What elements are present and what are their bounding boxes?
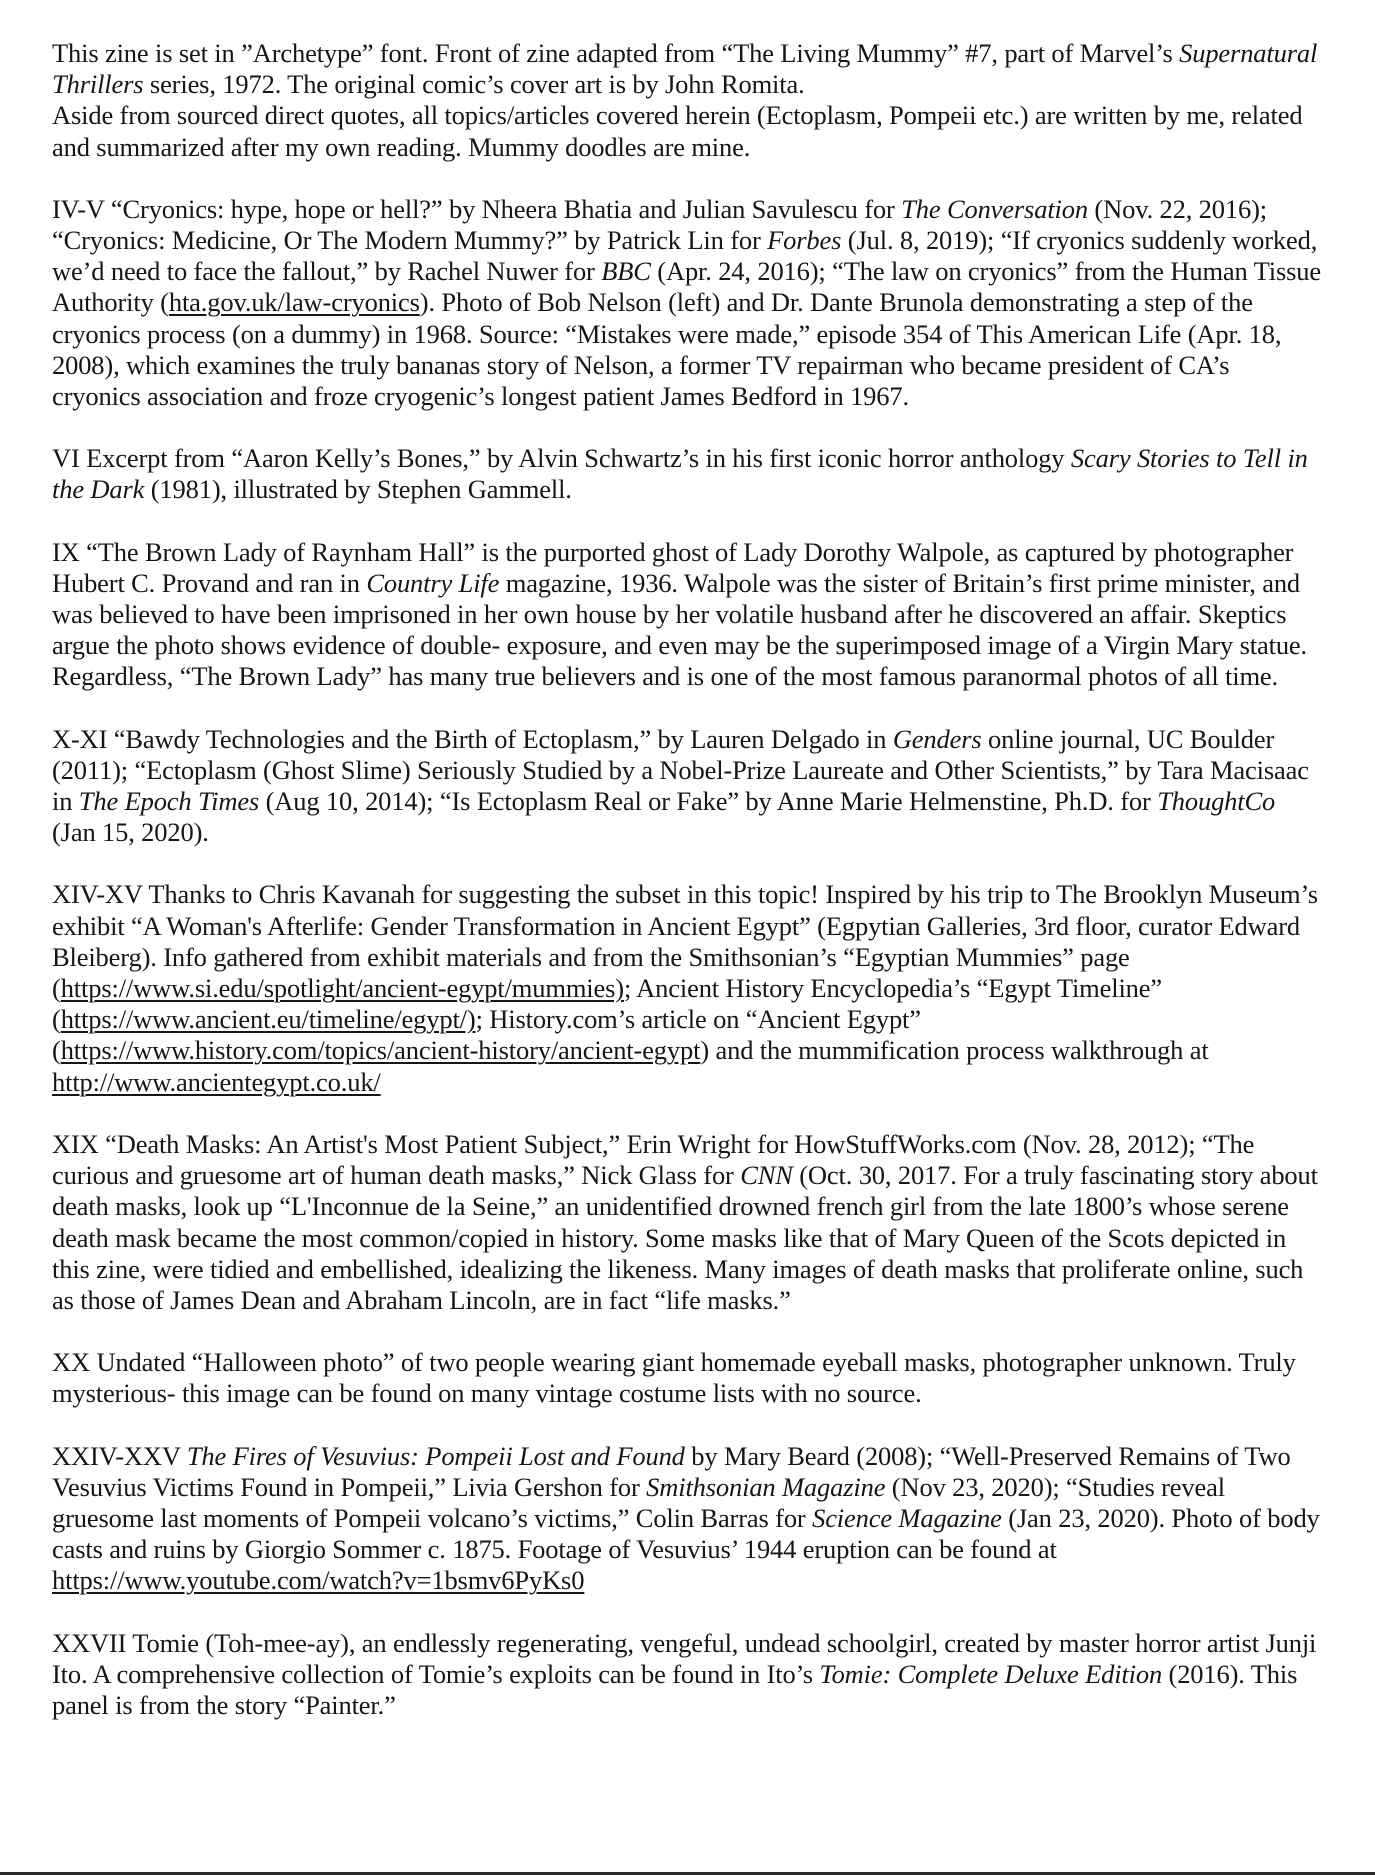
body-text: Aside from sourced direct quotes, all topics/articles covered herein (Ectoplasm, Pompeii etc.) are written by me, related and summarized after my own reading. Mummy doodles are mine. [52, 100, 1303, 162]
credit-paragraph-xix [52, 1129, 1322, 1316]
italic-title: CNN [740, 1160, 793, 1191]
credit-paragraph-vi [52, 443, 1322, 505]
credit-paragraph-xxiv-xxv [52, 1441, 1322, 1597]
body-text: (Nov. 22, 2016); “Cryonics: Medicine, Or The Modern Mummy?” by Patrick Lin for [52, 193, 1267, 256]
body-text: by Mary Beard (2008); “Well-Preserved Remains of Two Vesuvius Victims Found in Pompeii,” Livia Gershon for [52, 1440, 1291, 1502]
italic-title: BBC [601, 256, 651, 287]
body-text: XXVII Tomie (Toh-mee-ay), an endlessly regenerating, vengeful, undead schoolgirl, created by master horror artist Junji Ito. A comprehensive collection of Tomie’s exploits can be found in Ito’s [52, 1627, 1317, 1689]
italic-title: Smithsonian Magazine [646, 1471, 886, 1502]
body-text: (Jul. 8, 2019); “If cryonics suddenly worked, we’d need to face the fallout,” by Rachel Nuwer for [52, 225, 1318, 287]
body-text: This zine is set in ”Archetype” font. Front of zine adapted from “The Living Mummy” #7, part of Marvel’s [52, 38, 1180, 68]
source-link[interactable]: http://www.ancientegypt.co.uk/ [52, 1066, 381, 1097]
body-text: (Nov 23, 2020); “Studies reveal gruesome last moments of Pompeii volcano’s victims,” Colin Barras for [52, 1471, 1225, 1533]
italic-title: The Fires of Vesuvius: Pompeii Lost and Found [186, 1440, 685, 1471]
italic-title: Tomie: Complete Deluxe Edition [819, 1658, 1163, 1689]
body-text: ). Photo of Bob Nelson (left) and Dr. Dante Brunola demonstrating a step of the cryonics process (on a dummy) in 1968. Source: “Mistakes were made,” episode 354 of This American Life (Apr. 18, 2008), which examines the truly bananas story of Nelson, a former TV repairman who became president of CA’s cryonics association and froze cryogenic’s longest patient James Bedford in 1967. [52, 287, 1282, 412]
credit-paragraph-ix [52, 537, 1322, 693]
body-text: (1981), illustrated by Stephen Gammell. [144, 474, 572, 505]
credits-document [52, 38, 1322, 1721]
body-text: series, 1972. The original comic’s cover art is by John Romita. [143, 69, 805, 100]
credit-paragraph-xiv-xv [52, 879, 1322, 1097]
body-text: (Oct. 30, 2017. For a truly fascinating story about death masks, look up “L'Inconnue de la Seine,” an unidentified drowned french girl from the late 1800’s whose serene death mask became the most common/copied in history. Some masks like that of Mary Queen of the Scots depicted in this zine, were tidied and embellished, idealizing the likeness. Many images of death masks that proliferate online, such as those of James Dean and Abraham Lincoln, are in fact “life masks.” [52, 1160, 1318, 1315]
body-text: online journal, UC Boulder (2011); “Ectoplasm (Ghost Slime) Seriously Studied by a Nobel-Prize Laureate and Other Scientists,” by Tara Macisaac in [52, 723, 1309, 817]
source-link[interactable]: https://www.youtube.com/watch?v=1bsmv6PyKs0 [52, 1565, 585, 1596]
source-link[interactable]: https://www.ancient.eu/timeline/egypt/) [60, 1004, 476, 1035]
body-text: (Aug 10, 2014); “Is Ectoplasm Real or Fake” by Anne Marie Helmenstine, Ph.D. for [259, 786, 1158, 817]
body-text: magazine, 1936. Walpole was the sister of Britain’s first prime minister, and was believed to have been imprisoned in her own house by her volatile husband after he discovered an affair. Skeptics argue the photo shows evidence of double- exposure, and even may be the superimposed image of a Virgin Mary statue. Regardless, “The Brown Lady” has many true believers and is one of the most famous paranormal photos of all time. [52, 567, 1308, 692]
italic-title: Scary Stories to Tell in the Dark [52, 443, 1308, 505]
source-link[interactable]: https://www.history.com/topics/ancient-history/ancient-egypt [60, 1035, 701, 1066]
italic-title: Forbes [767, 225, 842, 256]
body-text: X-XI “Bawdy Technologies and the Birth of Ectoplasm,” by Lauren Delgado in [52, 723, 893, 754]
body-text: (2016). This panel is from the story “Painter.” [52, 1658, 1298, 1720]
italic-title: The Conversation [901, 193, 1088, 224]
italic-title: The Epoch Times [78, 786, 260, 817]
body-text: (Jan 23, 2020). Photo of body casts and ruins by Giorgio Sommer c. 1875. Footage of Vesuvius’ 1944 eruption can be found at [52, 1502, 1320, 1565]
italic-title: Science Magazine [812, 1502, 1002, 1533]
body-text: (Jan 15, 2020). [52, 817, 209, 848]
body-text: XIV-XV Thanks to Chris Kavanah for suggesting the subset in this topic! Inspired by his trip to The Brooklyn Museum’s exhibit “A Woman's Afterlife: Gender Transformation in Ancient Egypt” (Egpytian Galleries, 3rd floor, curator Edward Bleiberg). Info gathered from exhibit materials and from the Smithsonian’s “Egyptian Mummies” page ( [52, 879, 1318, 1004]
source-link[interactable]: hta.gov.uk/law-cryonics [168, 287, 420, 318]
body-text: XXIV-XXV [52, 1440, 187, 1471]
credit-paragraph-xxvii [52, 1628, 1322, 1722]
credit-paragraph-xx [52, 1347, 1322, 1409]
body-text: XX Undated “Halloween photo” of two people wearing giant homemade eyeball masks, photographer unknown. Truly mysterious- this image can be found on many vintage costume lists with no source. [52, 1347, 1296, 1409]
italic-title: Genders [892, 723, 982, 754]
body-text: ; Ancient History Encyclopedia’s “Egypt Timeline” ( [52, 973, 1162, 1035]
body-text: IV-V “Cryonics: hype, hope or hell?” by Nheera Bhatia and Julian Savulescu for [52, 193, 902, 224]
body-text: IX “The Brown Lady of Raynham Hall” is the purported ghost of Lady Dorothy Walpole, as captured by photographer Hubert C. Provand and ran in [52, 536, 1294, 598]
credit-paragraph-x-xi [52, 724, 1322, 849]
source-link[interactable]: https://www.si.edu/spotlight/ancient-egypt/mummies) [60, 973, 624, 1004]
italic-title: Supernatural Thrillers [52, 38, 1318, 100]
body-text: (Apr. 24, 2016); “The law on cryonics” from the Human Tissue Authority ( [52, 256, 1321, 318]
italic-title: ThoughtCo [1157, 786, 1276, 817]
body-text: ; History.com’s article on “Ancient Egypt” ( [52, 1004, 921, 1066]
body-text: XIX “Death Masks: An Artist's Most Patient Subject,” Erin Wright for HowStuffWorks.com (Nov. 28, 2012); “The curious and gruesome art of human death masks,” Nick Glass for [52, 1128, 1255, 1191]
body-text: VI Excerpt from “Aaron Kelly’s Bones,” by Alvin Schwartz’s in his first iconic horror anthology [52, 443, 1071, 474]
italic-title: Country Life [366, 567, 500, 598]
credit-paragraph-iv-v [52, 194, 1322, 412]
body-text: ) and the mummification process walkthrough at [700, 1035, 1209, 1066]
credit-paragraph-intro [52, 38, 1322, 163]
